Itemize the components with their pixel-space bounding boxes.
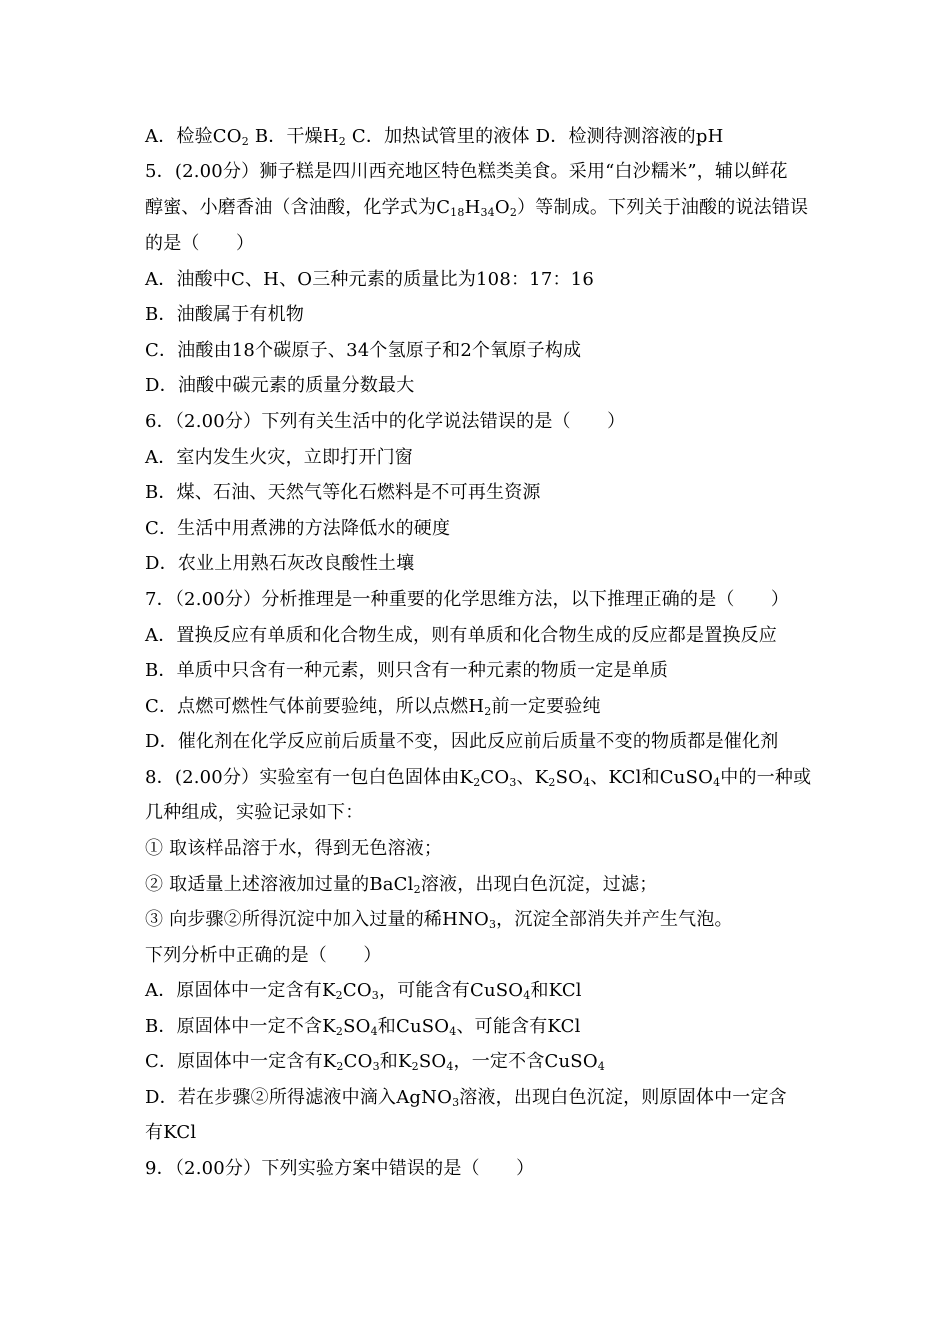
text-run: 8．(2.00分）实验室有一包白色固体由K (145, 767, 474, 788)
text-run: ）等制成。下列关于油酸的说法错误 (517, 197, 809, 218)
text-line (145, 870, 815, 900)
text-run: H (464, 197, 481, 218)
text-run: B．油酸属于有机物 (145, 304, 305, 325)
subscript: 2 (548, 776, 556, 789)
text-line (145, 763, 815, 793)
subscript: 4 (597, 1060, 605, 1073)
text-run: 和K (379, 1051, 412, 1072)
subscript: 2 (473, 776, 481, 789)
subscript: 2 (509, 206, 518, 219)
text-line (145, 265, 815, 295)
text-line (145, 229, 815, 259)
text-run: SO (343, 1016, 371, 1037)
text-line (145, 727, 815, 757)
text-run: 前一定要验纯 (491, 696, 601, 717)
text-line (145, 122, 815, 152)
text-run: ，沉淀全部消失并产生气泡。 (496, 909, 733, 930)
text-run: D．催化剂在化学反应前后质量不变，因此反应前后质量不变的物质都是催化剂 (145, 731, 779, 752)
text-run: 、KCl和CuSO (590, 767, 714, 788)
text-run: CO (343, 1051, 373, 1072)
subscript: 18 (450, 206, 465, 219)
subscript: 34 (480, 206, 495, 219)
text-line (145, 300, 815, 330)
text-run: A．原固体中一定含有K (145, 980, 336, 1001)
text-run: 溶液，出现白色沉淀，过滤； (420, 874, 658, 895)
text-run: 醇蜜、小磨香油（含油酸，化学式为C (145, 197, 451, 218)
subscript: 3 (372, 1060, 380, 1073)
text-run: CO (342, 980, 372, 1001)
text-run: A．油酸中C、H、O三种元素的质量比为108：17：16 (145, 269, 594, 290)
text-line (145, 1083, 815, 1113)
text-run: B．单质中只含有一种元素，则只含有一种元素的物质一定是单质 (145, 660, 669, 681)
text-line (145, 1154, 815, 1184)
text-run: C．加热试管里的液体 D．检测待测溶液的pH (346, 126, 724, 147)
text-run: A．置换反应有单质和化合物生成，则有单质和化合物生成的反应都是置换反应 (145, 625, 777, 646)
text-run: ，一定不含CuSO (453, 1051, 598, 1072)
subscript: 4 (713, 776, 721, 789)
text-line (145, 193, 815, 223)
text-run: C．原固体中一定含有K (145, 1051, 337, 1072)
text-run: D．油酸中碳元素的质量分数最大 (145, 375, 415, 396)
subscript: 2 (241, 135, 249, 148)
subscript: 2 (335, 1025, 344, 1038)
text-line (145, 1012, 815, 1042)
subscript: 4 (446, 1060, 454, 1073)
text-line (145, 371, 815, 401)
subscript: 2 (338, 135, 346, 148)
text-run: 和CuSO (377, 1016, 450, 1037)
text-line (145, 976, 815, 1006)
text-line (145, 1047, 815, 1077)
text-line (145, 1118, 815, 1148)
text-run: B．煤、石油、天然气等化石燃料是不可再生资源 (145, 482, 541, 503)
text-run: ③ 向步骤②所得沉淀中加入过量的稀HNO (145, 909, 489, 930)
text-run: 6．（2.00分）下列有关生活中的化学说法错误的是（ ） (145, 411, 626, 432)
subscript: 4 (370, 1025, 378, 1038)
text-run: B．原固体中一定不含K (145, 1016, 336, 1037)
text-line (145, 478, 815, 508)
text-line (145, 905, 815, 935)
text-line (145, 941, 815, 971)
text-line (145, 336, 815, 366)
subscript: 4 (583, 776, 591, 789)
text-run: 的是（ ） (145, 233, 255, 254)
text-line (145, 834, 815, 864)
subscript: 2 (335, 989, 343, 1002)
text-run: 5．(2.00分）狮子糕是四川西充地区特色糕类美食。采用“白沙糯米”，辅以鲜花 (145, 161, 788, 182)
text-run: 、可能含有KCl (456, 1016, 581, 1037)
text-run: B．干燥H (248, 126, 339, 147)
text-run: C．油酸由18个碳原子、34个氢原子和2个氧原子构成 (145, 340, 582, 361)
text-line (145, 621, 815, 651)
text-run: ② 取适量上述溶液加过量的BaCl (145, 874, 414, 895)
text-run: O (494, 197, 510, 218)
text-run: D．若在步骤②所得滤液中滴入AgNO (145, 1087, 453, 1108)
subscript: 3 (488, 918, 497, 931)
subscript: 4 (523, 989, 531, 1002)
text-line (145, 443, 815, 473)
text-run: ① 取该样品溶于水，得到无色溶液； (145, 838, 443, 859)
text-line (145, 514, 815, 544)
text-run: A．室内发生火灾，立即打开门窗 (145, 447, 413, 468)
text-run: 下列分析中正确的是（ ） (145, 945, 382, 966)
text-line (145, 157, 815, 187)
text-run: 9．（2.00分）下列实验方案中错误的是（ ） (145, 1158, 535, 1179)
text-run: SO (555, 767, 584, 788)
text-run: C．点燃可燃性气体前要验纯，所以点燃H (145, 696, 485, 717)
text-run: 中的一种或 (720, 767, 812, 788)
subscript: 2 (336, 1060, 344, 1073)
text-run: SO (418, 1051, 447, 1072)
subscript: 3 (371, 989, 379, 1002)
subscript: 2 (484, 705, 492, 718)
text-line (145, 585, 815, 615)
subscript: 2 (411, 1060, 419, 1073)
subscript: 2 (413, 883, 421, 896)
subscript: 4 (449, 1025, 457, 1038)
text-line (145, 656, 815, 686)
text-line (145, 407, 815, 437)
text-run: A．检验CO (145, 126, 242, 147)
text-line (145, 692, 815, 722)
subscript: 3 (509, 776, 517, 789)
text-run: 几种组成，实验记录如下： (145, 802, 364, 823)
text-run: D．农业上用熟石灰改良酸性土壤 (145, 553, 415, 574)
text-line (145, 549, 815, 579)
subscript: 3 (452, 1096, 460, 1109)
text-run: 7．（2.00分）分析推理是一种重要的化学思维方法，以下推理正确的是（ ） (145, 589, 790, 610)
text-run: 和KCl (530, 980, 582, 1001)
text-run: 有KCl (145, 1122, 197, 1143)
text-run: ，可能含有CuSO (379, 980, 524, 1001)
text-line (145, 798, 815, 828)
text-run: C．生活中用煮沸的方法降低水的硬度 (145, 518, 451, 539)
text-run: 、K (516, 767, 549, 788)
text-run: 溶液，出现白色沉淀，则原固体中一定含 (459, 1087, 787, 1108)
text-run: CO (480, 767, 510, 788)
